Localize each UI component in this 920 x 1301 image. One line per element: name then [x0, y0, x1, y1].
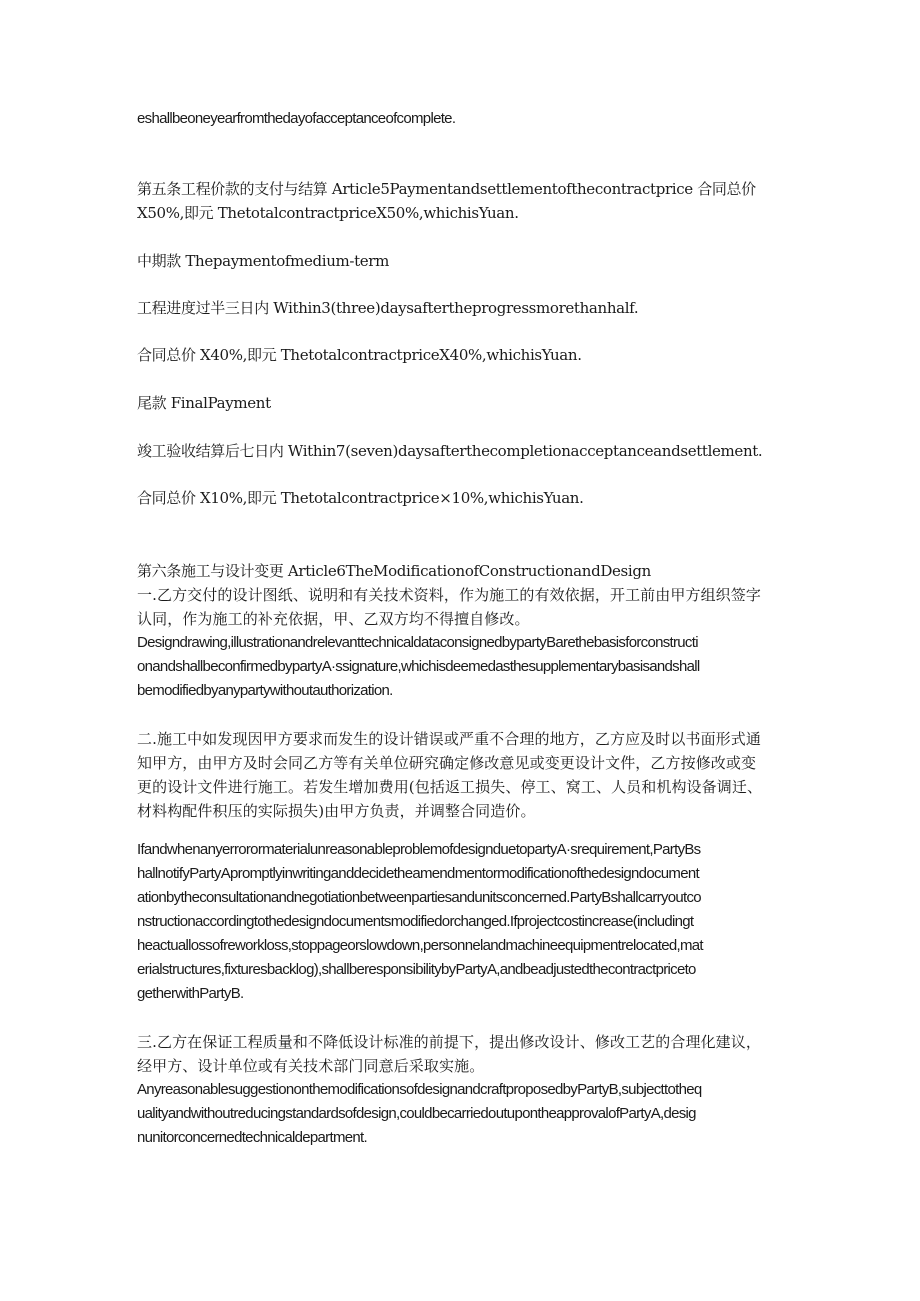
- clause2-en-line: heactuallossofreworkloss,stoppageorslowdown,personnelandmachineequipmentrelocated,mat: [137, 937, 703, 954]
- medium-term-payment: 中期款 Thepaymentofmedium-term: [137, 252, 390, 270]
- clause3-en-line: nunitorconcernedtechnicaldepartment.: [137, 1129, 367, 1146]
- clause2-en-line: erialstructures,fixturesbacklog),shallberesponsibilitybyPartyA,andbeadjustedthecontractpriceto: [137, 961, 696, 978]
- clause1-en-line: bemodifiedbyanypartywithoutauthorization.: [137, 682, 393, 699]
- paragraph-opening: eshallbeoneyearfromthedayofacceptanceofcomplete.: [137, 110, 456, 127]
- completion-settlement-term: 竣工验收结算后七日内 Within7(seven)daysafterthecompletionacceptanceandsettlement.: [137, 442, 763, 460]
- clause1-zh-line: 一.乙方交付的设计图纸、说明和有关技术资料，作为施工的有效依据，开工前由甲方组织签字: [137, 586, 761, 604]
- clause2-zh-line: 二.施工中如发现因甲方要求而发生的设计错误或严重不合理的地方，乙方应及时以书面形式通: [137, 730, 761, 748]
- final-payment: 尾款 FinalPayment: [137, 394, 271, 412]
- article5-heading-line2: X50%,即元 ThetotalcontractpriceX50%,whichisYuan.: [137, 204, 519, 222]
- progress-half-term: 工程进度过半三日内 Within3(three)daysaftertheprogressmorethanhalf.: [137, 299, 639, 317]
- clause1-en-line: onandshallbeconfirmedbypartyA·ssignature,whichisdeemedasthesupplementarybasisandshall: [137, 658, 700, 675]
- clause1-zh-line: 认同，作为施工的补充依据，甲、乙双方均不得擅自修改。: [137, 610, 530, 628]
- clause3-en-line: AnyreasonablesuggestiononthemodificationsofdesignandcraftproposedbyPartyB,subjecttotheq: [137, 1081, 702, 1098]
- clause2-en-line: IfandwhenanyerrorormaterialunreasonableproblemofdesignduetopartyA·srequirement,PartyBs: [137, 841, 701, 858]
- price-10-percent: 合同总价 X10%,即元 Thetotalcontractprice×10%,whichisYuan.: [137, 489, 584, 507]
- clause2-en-line: hallnotifyPartyApromptlyinwritinganddecidetheamendmentormodificationofthedesigndocument: [137, 865, 699, 882]
- article6-heading: 第六条施工与设计变更 Article6TheModificationofConstructionandDesign: [137, 562, 651, 580]
- clause3-zh-line: 经甲方、设计单位或有关技术部门同意后采取实施。: [137, 1057, 485, 1075]
- article5-heading-line1: 第五条工程价款的支付与结算 Article5Paymentandsettlementofthecontractprice 合同总价: [137, 180, 756, 198]
- clause2-en-line: getherwithPartyB.: [137, 985, 244, 1002]
- price-40-percent: 合同总价 X40%,即元 ThetotalcontractpriceX40%,whichisYuan.: [137, 346, 582, 364]
- clause2-zh-line: 材料构配件积压的实际损失)由甲方负责，并调整合同造价。: [137, 802, 536, 820]
- clause2-en-line: ationbytheconsultationandnegotiationbetweenpartiesandunitsconcerned.PartyBshallcarryoutco: [137, 889, 701, 906]
- clause2-en-line: nstructionaccordingtothedesigndocumentsmodifiedorchanged.Ifprojectcostincrease(includingt: [137, 913, 694, 930]
- clause1-en-line: Designdrawing,illustrationandrelevanttechnicaldataconsignedbypartyBarethebasisforconstructi: [137, 634, 698, 651]
- clause3-en-line: ualityandwithoutreducingstandardsofdesign,couldbecarriedoutupontheapprovalofPartyA,desig: [137, 1105, 696, 1122]
- clause2-zh-line: 更的设计文件进行施工。若发生增加费用(包括返工损失、停工、窝工、人员和机构设备调迁、: [137, 778, 763, 796]
- clause3-zh-line: 三.乙方在保证工程质量和不降低设计标准的前提下，提出修改设计、修改工艺的合理化建议，: [137, 1033, 761, 1051]
- clause2-zh-line: 知甲方，由甲方及时会同乙方等有关单位研究确定修改意见或变更设计文件，乙方按修改或变: [137, 754, 757, 772]
